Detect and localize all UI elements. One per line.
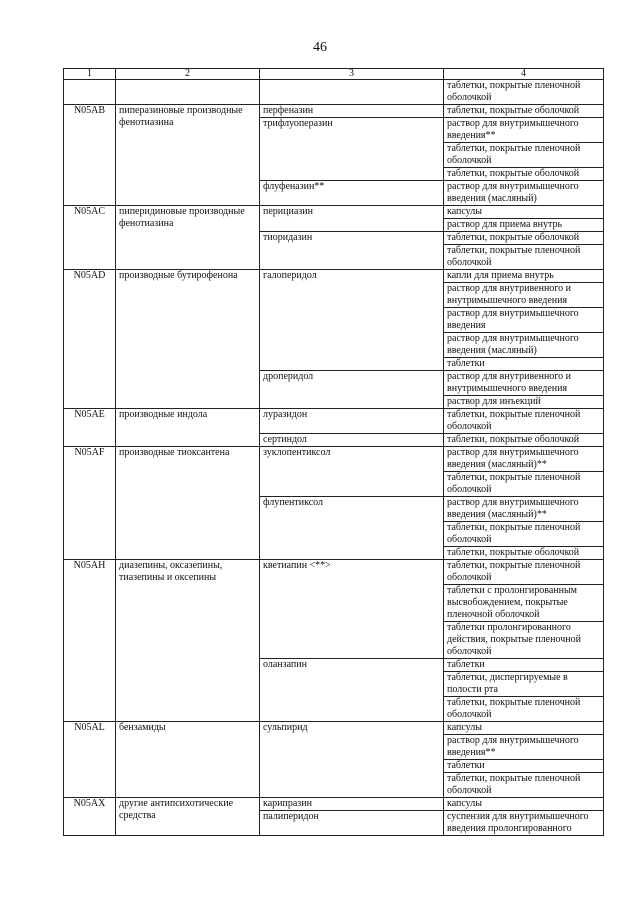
dosage-form-cell: таблетки, покрытые пленочной оболочкой — [444, 409, 604, 434]
dosage-form-cell: таблетки, покрытые оболочкой — [444, 105, 604, 118]
atc-code-cell: N05AE — [64, 409, 116, 447]
atc-code-cell: N05AL — [64, 722, 116, 798]
dosage-form-cell: таблетки, покрытые пленочной оболочкой — [444, 143, 604, 168]
dosage-form-cell: таблетки — [444, 659, 604, 672]
drug-name-cell: луразидон — [260, 409, 444, 434]
group-name-cell: другие антипсихотические средства — [116, 798, 260, 836]
drug-name-cell: оланзапин — [260, 659, 444, 722]
table-row — [64, 798, 604, 811]
table-row — [64, 722, 604, 735]
dosage-form-cell: таблетки, покрытые пленочной оболочкой — [444, 472, 604, 497]
atc-code-cell: N05AB — [64, 105, 116, 206]
header-cell: 1 — [64, 69, 116, 80]
dosage-form-cell: раствор для приема внутрь — [444, 219, 604, 232]
dosage-form-cell: таблетки, покрытые оболочкой — [444, 434, 604, 447]
atc-code-cell: N05AD — [64, 270, 116, 409]
drug-table — [63, 68, 604, 836]
drug-name-cell: трифлуоперазин — [260, 118, 444, 181]
dosage-form-cell: раствор для внутримышечного введения (масляный)** — [444, 497, 604, 522]
page-number: 46 — [313, 40, 327, 55]
group-name-cell: пиперазиновые производные фенотиазина — [116, 105, 260, 206]
group-name-cell: производные бутирофенона — [116, 270, 260, 409]
dosage-form-cell: раствор для внутримышечного введения (масляный) — [444, 181, 604, 206]
table-row — [64, 80, 604, 105]
group-name-cell: диазепины, оксазепины, тиазепины и оксепины — [116, 560, 260, 722]
drug-name-cell: зуклопентиксол — [260, 447, 444, 497]
group-name-cell — [116, 80, 260, 105]
dosage-form-cell: капсулы — [444, 722, 604, 735]
dosage-form-cell: раствор для внутримышечного введения** — [444, 735, 604, 760]
dosage-form-cell: таблетки, покрытые пленочной оболочкой — [444, 522, 604, 547]
dosage-form-cell: таблетки, покрытые оболочкой — [444, 168, 604, 181]
dosage-form-cell: таблетки, покрытые оболочкой — [444, 547, 604, 560]
dosage-form-cell: раствор для внутривенного и внутримышечного введения — [444, 371, 604, 396]
dosage-form-cell: таблетки, покрытые пленочной оболочкой — [444, 697, 604, 722]
drug-name-cell: кветиапин <**> — [260, 560, 444, 659]
dosage-form-cell: раствор для внутримышечного введения (масляный) — [444, 333, 604, 358]
drug-name-cell: дроперидол — [260, 371, 444, 409]
drug-name-cell: тиоридазин — [260, 232, 444, 270]
drug-name-cell: флупентиксол — [260, 497, 444, 560]
dosage-form-cell: таблетки — [444, 358, 604, 371]
drug-name-cell: сертиндол — [260, 434, 444, 447]
drug-name-cell — [260, 80, 444, 105]
header-cell: 4 — [444, 69, 604, 80]
dosage-form-cell: таблетки, покрытые пленочной оболочкой — [444, 245, 604, 270]
drug-name-cell: сульпирид — [260, 722, 444, 798]
group-name-cell: пиперидиновые производные фенотиазина — [116, 206, 260, 270]
drug-name-cell: галоперидол — [260, 270, 444, 371]
dosage-form-cell: суспензия для внутримышечного введения пролонгированного — [444, 811, 604, 836]
dosage-form-cell: таблетки — [444, 760, 604, 773]
table-row — [64, 270, 604, 283]
group-name-cell: бензамиды — [116, 722, 260, 798]
dosage-form-cell: таблетки, покрытые пленочной оболочкой — [444, 80, 604, 105]
atc-code-cell: N05AH — [64, 560, 116, 722]
table-row — [64, 105, 604, 118]
dosage-form-cell: раствор для внутримышечного введения** — [444, 118, 604, 143]
header-cell: 2 — [116, 69, 260, 80]
drug-name-cell: карипразин — [260, 798, 444, 811]
dosage-form-cell: таблетки с пролонгированным высвобождением, покрытые пленочной оболочкой — [444, 585, 604, 622]
atc-code-cell: N05AC — [64, 206, 116, 270]
table-row — [64, 560, 604, 585]
dosage-form-cell: раствор для инъекций — [444, 396, 604, 409]
group-name-cell: производные индола — [116, 409, 260, 447]
table-row — [64, 447, 604, 472]
atc-code-cell — [64, 80, 116, 105]
dosage-form-cell: таблетки, диспергируемые в полости рта — [444, 672, 604, 697]
dosage-form-cell: таблетки, покрытые оболочкой — [444, 232, 604, 245]
dosage-form-cell: раствор для внутривенного и внутримышечного введения — [444, 283, 604, 308]
header-cell: 3 — [260, 69, 444, 80]
drug-name-cell: перициазин — [260, 206, 444, 232]
dosage-form-cell: таблетки, покрытые пленочной оболочкой — [444, 560, 604, 585]
table-header-row — [64, 69, 604, 80]
dosage-form-cell: капсулы — [444, 206, 604, 219]
drug-name-cell: флуфеназин** — [260, 181, 444, 206]
dosage-form-cell: таблетки пролонгированного действия, покрытые пленочной оболочкой — [444, 622, 604, 659]
drug-name-cell: палиперидон — [260, 811, 444, 836]
atc-code-cell: N05AF — [64, 447, 116, 560]
atc-code-cell: N05AX — [64, 798, 116, 836]
drug-name-cell: перфеназин — [260, 105, 444, 118]
dosage-form-cell: капли для приема внутрь — [444, 270, 604, 283]
table-row — [64, 409, 604, 434]
dosage-form-cell: раствор для внутримышечного введения (масляный)** — [444, 447, 604, 472]
dosage-form-cell: капсулы — [444, 798, 604, 811]
table-row — [64, 206, 604, 219]
dosage-form-cell: таблетки, покрытые пленочной оболочкой — [444, 773, 604, 798]
dosage-form-cell: раствор для внутримышечного введения — [444, 308, 604, 333]
group-name-cell: производные тиоксантена — [116, 447, 260, 560]
